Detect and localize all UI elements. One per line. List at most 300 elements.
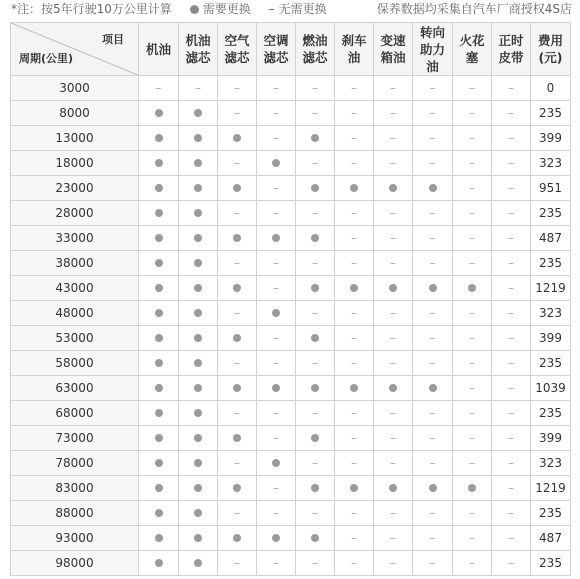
cost-cell: 323: [531, 301, 571, 326]
no-replace-cell: [296, 76, 335, 101]
no-replace-cell: [374, 426, 413, 451]
dot-icon: [194, 109, 202, 117]
needs-replace-cell: [453, 276, 492, 301]
column-header-line: 油: [426, 58, 439, 74]
no-replace-cell: [453, 151, 492, 176]
needs-replace-cell: [139, 426, 179, 451]
no-replace-cell: [218, 501, 257, 526]
no-replace-cell: [296, 351, 335, 376]
needs-replace-cell: [374, 176, 413, 201]
dash-icon: –: [273, 506, 279, 520]
item-header-label: 项目: [102, 33, 124, 46]
needs-replace-cell: [139, 326, 179, 351]
dash-icon: –: [469, 306, 475, 320]
column-header-line: 滤芯: [302, 50, 328, 65]
dot-icon: [194, 134, 202, 142]
needs-replace-cell: [179, 476, 218, 501]
no-replace-cell: [492, 476, 531, 501]
needs-replace-cell: [179, 151, 218, 176]
no-replace-cell: [335, 501, 374, 526]
no-replace-cell: [335, 151, 374, 176]
table-body: [11, 76, 571, 576]
km-cell: 28000: [11, 201, 139, 226]
dash-icon: –: [273, 206, 279, 220]
dash-icon: –: [429, 506, 436, 520]
needs-replace-cell: [218, 276, 257, 301]
no-replace-cell: [257, 201, 296, 226]
dash-icon: –: [508, 156, 514, 170]
dot-icon: [194, 234, 202, 242]
km-cell: 78000: [11, 451, 139, 476]
needs-replace-cell: [179, 401, 218, 426]
dot-icon: [272, 309, 280, 317]
dot-icon: [272, 459, 280, 467]
dash-icon: –: [469, 256, 475, 270]
cost-cell: 1039: [531, 376, 571, 401]
dash-icon: –: [469, 556, 475, 570]
column-header-line: 机油: [145, 41, 171, 57]
dash-icon: –: [429, 206, 436, 220]
dash-icon: –: [312, 506, 318, 520]
dash-icon: –: [273, 556, 279, 570]
dash-icon: –: [429, 456, 436, 470]
dot-icon: [429, 484, 437, 492]
dash-icon: –: [195, 81, 201, 95]
column-header-line: 滤芯: [185, 50, 211, 65]
column-header: [453, 23, 492, 76]
dot-icon: [272, 534, 280, 542]
no-replace-cell: [453, 326, 492, 351]
column-header-line: 塞: [465, 50, 479, 65]
no-replace-cell: [453, 351, 492, 376]
no-replace-cell: [374, 551, 413, 576]
column-header-line: 滤芯: [224, 50, 250, 65]
no-replace-cell: [335, 301, 374, 326]
no-replace-cell: [492, 126, 531, 151]
km-cell: 93000: [11, 526, 139, 551]
dot-icon: [155, 109, 163, 117]
no-replace-cell: [257, 101, 296, 126]
dash-icon: –: [351, 231, 357, 245]
dash-icon: –: [469, 531, 475, 545]
dot-icon: [194, 484, 202, 492]
dot-icon: [194, 534, 202, 542]
table-row: [11, 276, 571, 301]
km-cell: 63000: [11, 376, 139, 401]
no-replace-cell: [257, 351, 296, 376]
dot-icon: [350, 184, 358, 192]
dot-icon: [429, 184, 437, 192]
dash-icon: –: [312, 406, 318, 420]
dot-icon: [194, 334, 202, 342]
dot-icon: [468, 484, 476, 492]
needs-replace-cell: [296, 426, 335, 451]
note-left: [11, 0, 327, 18]
no-replace-cell: [374, 76, 413, 101]
dash-icon: –: [312, 81, 318, 95]
dot-icon: [233, 334, 241, 342]
no-replace-cell: [492, 226, 531, 251]
dash-icon: –: [234, 256, 240, 270]
dot-icon: [194, 409, 202, 417]
needs-replace-cell: [296, 376, 335, 401]
no-replace-cell: [492, 351, 531, 376]
dot-icon: [233, 234, 241, 242]
no-replace-cell: [413, 551, 453, 576]
needs-replace-cell: [257, 301, 296, 326]
km-cell: 98000: [11, 551, 139, 576]
dot-icon: [272, 159, 280, 167]
needs-replace-cell: [335, 176, 374, 201]
km-cell: 88000: [11, 501, 139, 526]
dash-icon: –: [469, 406, 475, 420]
cost-cell: 399: [531, 426, 571, 451]
no-replace-cell: [492, 301, 531, 326]
needs-replace-cell: [218, 376, 257, 401]
dot-icon: [233, 534, 241, 542]
table-row: [11, 351, 571, 376]
table-row: [11, 301, 571, 326]
dash-icon: –: [390, 406, 396, 420]
no-replace-cell: [374, 301, 413, 326]
dot-icon: [468, 284, 476, 292]
no-replace-cell: [413, 401, 453, 426]
no-replace-cell: [335, 101, 374, 126]
needs-replace-cell: [179, 226, 218, 251]
no-replace-cell: [257, 76, 296, 101]
needs-replace-cell: [179, 201, 218, 226]
dot-icon: [155, 509, 163, 517]
needs-replace-cell: [179, 326, 218, 351]
no-replace-cell: [453, 101, 492, 126]
column-header-line: 空调: [263, 33, 289, 48]
dash-icon: –: [234, 456, 240, 470]
dash-icon: –: [351, 131, 357, 145]
no-replace-cell: [335, 126, 374, 151]
dash-icon: –: [429, 531, 436, 545]
no-replace-cell: [296, 301, 335, 326]
dash-icon: –: [390, 106, 396, 120]
dash-icon: –: [429, 356, 436, 370]
dash-icon: –: [234, 156, 240, 170]
dot-icon: [350, 384, 358, 392]
legend-note: [0, 0, 580, 20]
no-replace-cell: [335, 401, 374, 426]
cost-cell: 235: [531, 401, 571, 426]
no-replace-cell: [492, 451, 531, 476]
dot-icon: [194, 509, 202, 517]
dot-icon: [194, 459, 202, 467]
no-replace-cell: [492, 426, 531, 451]
needs-replace-cell: [374, 476, 413, 501]
note-text: *注：按5年行驶10万公里计算: [11, 2, 172, 16]
table-row: [11, 76, 571, 101]
dash-icon: –: [508, 481, 514, 495]
cost-cell: 1219: [531, 276, 571, 301]
km-cell: 3000: [11, 76, 139, 101]
cost-cell: 235: [531, 551, 571, 576]
cost-cell: 235: [531, 501, 571, 526]
cost-cell: 951: [531, 176, 571, 201]
dot-icon: [233, 484, 241, 492]
needs-replace-cell: [139, 476, 179, 501]
dash-icon: –: [312, 156, 318, 170]
no-replace-cell: [413, 101, 453, 126]
no-replace-cell: [335, 351, 374, 376]
dot-icon: [194, 284, 202, 292]
needs-replace-cell: [179, 551, 218, 576]
dash-icon: –: [390, 156, 396, 170]
dash-icon: –: [469, 231, 475, 245]
column-header-line: 油: [347, 50, 361, 65]
dot-legend-icon: [190, 5, 199, 14]
no-replace-cell: [453, 126, 492, 151]
no-replace-cell: [335, 326, 374, 351]
column-header-line: 空气: [224, 33, 250, 48]
dot-icon: [155, 384, 163, 392]
needs-replace-cell: [218, 526, 257, 551]
no-replace-cell: [179, 76, 218, 101]
needs-replace-cell: [179, 301, 218, 326]
no-replace-cell: [257, 551, 296, 576]
km-cell: 43000: [11, 276, 139, 301]
maintenance-table: [10, 22, 571, 576]
no-replace-cell: [413, 351, 453, 376]
source-note: 保养数据均采集自汽车厂商授权4S店: [376, 2, 572, 16]
no-replace-cell: [374, 501, 413, 526]
dash-icon: –: [351, 331, 357, 345]
no-replace-cell: [296, 501, 335, 526]
dash-icon: –: [273, 481, 279, 495]
needs-replace-cell: [296, 176, 335, 201]
needs-replace-cell: [139, 226, 179, 251]
table-row: [11, 176, 571, 201]
no-replace-cell: [335, 526, 374, 551]
dash-icon: –: [429, 431, 436, 445]
dash-icon: –: [234, 356, 240, 370]
no-replace-cell: [296, 251, 335, 276]
dash-icon: –: [429, 131, 436, 145]
needs-replace-cell: [139, 501, 179, 526]
column-header-line: 箱油: [380, 50, 406, 65]
column-header: [413, 23, 453, 76]
needs-replace-cell: [335, 376, 374, 401]
no-replace-cell: [374, 251, 413, 276]
dash-icon: –: [273, 256, 279, 270]
dash-icon: –: [390, 456, 396, 470]
no-replace-cell: [492, 76, 531, 101]
no-replace-cell: [413, 201, 453, 226]
no-replace-cell: [453, 376, 492, 401]
dash-icon: –: [429, 306, 436, 320]
dot-icon: [194, 384, 202, 392]
dash-icon: –: [508, 281, 514, 295]
needs-replace-cell: [179, 351, 218, 376]
dot-icon: [155, 459, 163, 467]
no-replace-cell: [492, 526, 531, 551]
dash-icon: –: [429, 406, 436, 420]
dot-icon: [194, 434, 202, 442]
needs-replace-cell: [296, 326, 335, 351]
needs-replace-cell: [257, 451, 296, 476]
no-replace-cell: [257, 501, 296, 526]
needs-replace-cell: [179, 376, 218, 401]
dash-icon: –: [508, 206, 514, 220]
needs-replace-cell: [413, 176, 453, 201]
km-cell: 18000: [11, 151, 139, 176]
no-replace-cell: [453, 501, 492, 526]
header-row: [11, 23, 571, 76]
column-header: [492, 23, 531, 76]
needs-replace-cell: [374, 376, 413, 401]
dash-icon: –: [469, 331, 475, 345]
dot-icon: [389, 184, 397, 192]
km-cell: 38000: [11, 251, 139, 276]
table-row: [11, 501, 571, 526]
needs-replace-cell: [218, 426, 257, 451]
need-legend-label: 需要更换: [202, 2, 251, 16]
needs-replace-cell: [139, 101, 179, 126]
needs-replace-cell: [139, 376, 179, 401]
dot-icon: [311, 134, 319, 142]
table-row: [11, 526, 571, 551]
dot-icon: [429, 384, 437, 392]
needs-replace-cell: [453, 476, 492, 501]
no-replace-cell: [218, 251, 257, 276]
no-replace-cell: [374, 101, 413, 126]
dot-icon: [194, 184, 202, 192]
dot-icon: [350, 484, 358, 492]
no-replace-cell: [218, 551, 257, 576]
dot-icon: [350, 284, 358, 292]
no-replace-cell: [492, 276, 531, 301]
dash-icon: –: [429, 556, 436, 570]
no-replace-cell: [374, 401, 413, 426]
no-replace-cell: [413, 301, 453, 326]
dash-icon: –: [390, 531, 396, 545]
dot-icon: [311, 334, 319, 342]
dash-icon: –: [273, 81, 279, 95]
dash-legend-icon: –: [268, 2, 275, 16]
table-row: [11, 126, 571, 151]
column-header-line: 燃油: [302, 33, 328, 48]
no-replace-cell: [296, 101, 335, 126]
dash-icon: –: [155, 81, 162, 95]
column-header-line: 转向: [419, 24, 445, 40]
no-replace-cell: [492, 251, 531, 276]
table-row: [11, 476, 571, 501]
no-replace-cell: [413, 426, 453, 451]
needs-replace-cell: [139, 526, 179, 551]
no-replace-cell: [413, 226, 453, 251]
cost-cell: 235: [531, 351, 571, 376]
no-replace-cell: [257, 176, 296, 201]
needs-replace-cell: [335, 476, 374, 501]
no-replace-cell: [374, 201, 413, 226]
dash-icon: –: [390, 506, 396, 520]
dot-icon: [311, 184, 319, 192]
dash-icon: –: [469, 506, 475, 520]
dash-icon: –: [508, 81, 514, 95]
dash-icon: –: [508, 181, 514, 195]
dot-icon: [272, 234, 280, 242]
dot-icon: [155, 184, 163, 192]
dash-icon: –: [469, 206, 475, 220]
needs-replace-cell: [218, 126, 257, 151]
needs-replace-cell: [139, 351, 179, 376]
column-header-line: 刹车: [341, 33, 367, 48]
dash-icon: –: [312, 456, 318, 470]
dot-icon: [155, 209, 163, 217]
dash-icon: –: [469, 131, 475, 145]
no-replace-cell: [257, 126, 296, 151]
dash-icon: –: [351, 406, 357, 420]
needs-replace-cell: [335, 276, 374, 301]
km-cell: 8000: [11, 101, 139, 126]
dash-icon: –: [469, 181, 475, 195]
no-replace-cell: [453, 401, 492, 426]
no-replace-cell: [335, 76, 374, 101]
no-replace-cell: [374, 226, 413, 251]
no-replace-cell: [374, 126, 413, 151]
dash-icon: –: [312, 556, 318, 570]
no-replace-cell: [492, 176, 531, 201]
dash-icon: –: [351, 356, 357, 370]
dot-icon: [311, 434, 319, 442]
km-cell: 68000: [11, 401, 139, 426]
no-replace-cell: [413, 151, 453, 176]
dash-icon: –: [351, 256, 357, 270]
dash-icon: –: [508, 381, 514, 395]
dash-icon: –: [390, 556, 396, 570]
dot-icon: [155, 534, 163, 542]
no-replace-cell: [374, 151, 413, 176]
cost-cell: 487: [531, 526, 571, 551]
dash-icon: –: [312, 256, 318, 270]
dash-icon: –: [234, 106, 240, 120]
no-replace-cell: [296, 151, 335, 176]
no-replace-cell: [296, 451, 335, 476]
column-header: [218, 23, 257, 76]
table-row: [11, 376, 571, 401]
dot-icon: [155, 334, 163, 342]
no-replace-cell: [257, 276, 296, 301]
km-cell: 13000: [11, 126, 139, 151]
dash-icon: –: [429, 331, 436, 345]
column-header: [179, 23, 218, 76]
dash-icon: –: [390, 331, 396, 345]
dash-icon: –: [273, 331, 279, 345]
dash-icon: –: [508, 331, 514, 345]
no-replace-cell: [335, 426, 374, 451]
dash-icon: –: [429, 106, 436, 120]
no-replace-cell: [296, 551, 335, 576]
needs-replace-cell: [296, 526, 335, 551]
no-replace-cell: [492, 551, 531, 576]
column-header: [296, 23, 335, 76]
table-row: [11, 201, 571, 226]
needs-replace-cell: [139, 301, 179, 326]
km-cell: 73000: [11, 426, 139, 451]
dash-icon: –: [273, 131, 279, 145]
needs-replace-cell: [179, 176, 218, 201]
table-row: [11, 226, 571, 251]
column-header: [257, 23, 296, 76]
cost-cell: 399: [531, 326, 571, 351]
table-row: [11, 151, 571, 176]
dash-icon: –: [273, 106, 279, 120]
column-header-line: 皮带: [498, 50, 524, 65]
